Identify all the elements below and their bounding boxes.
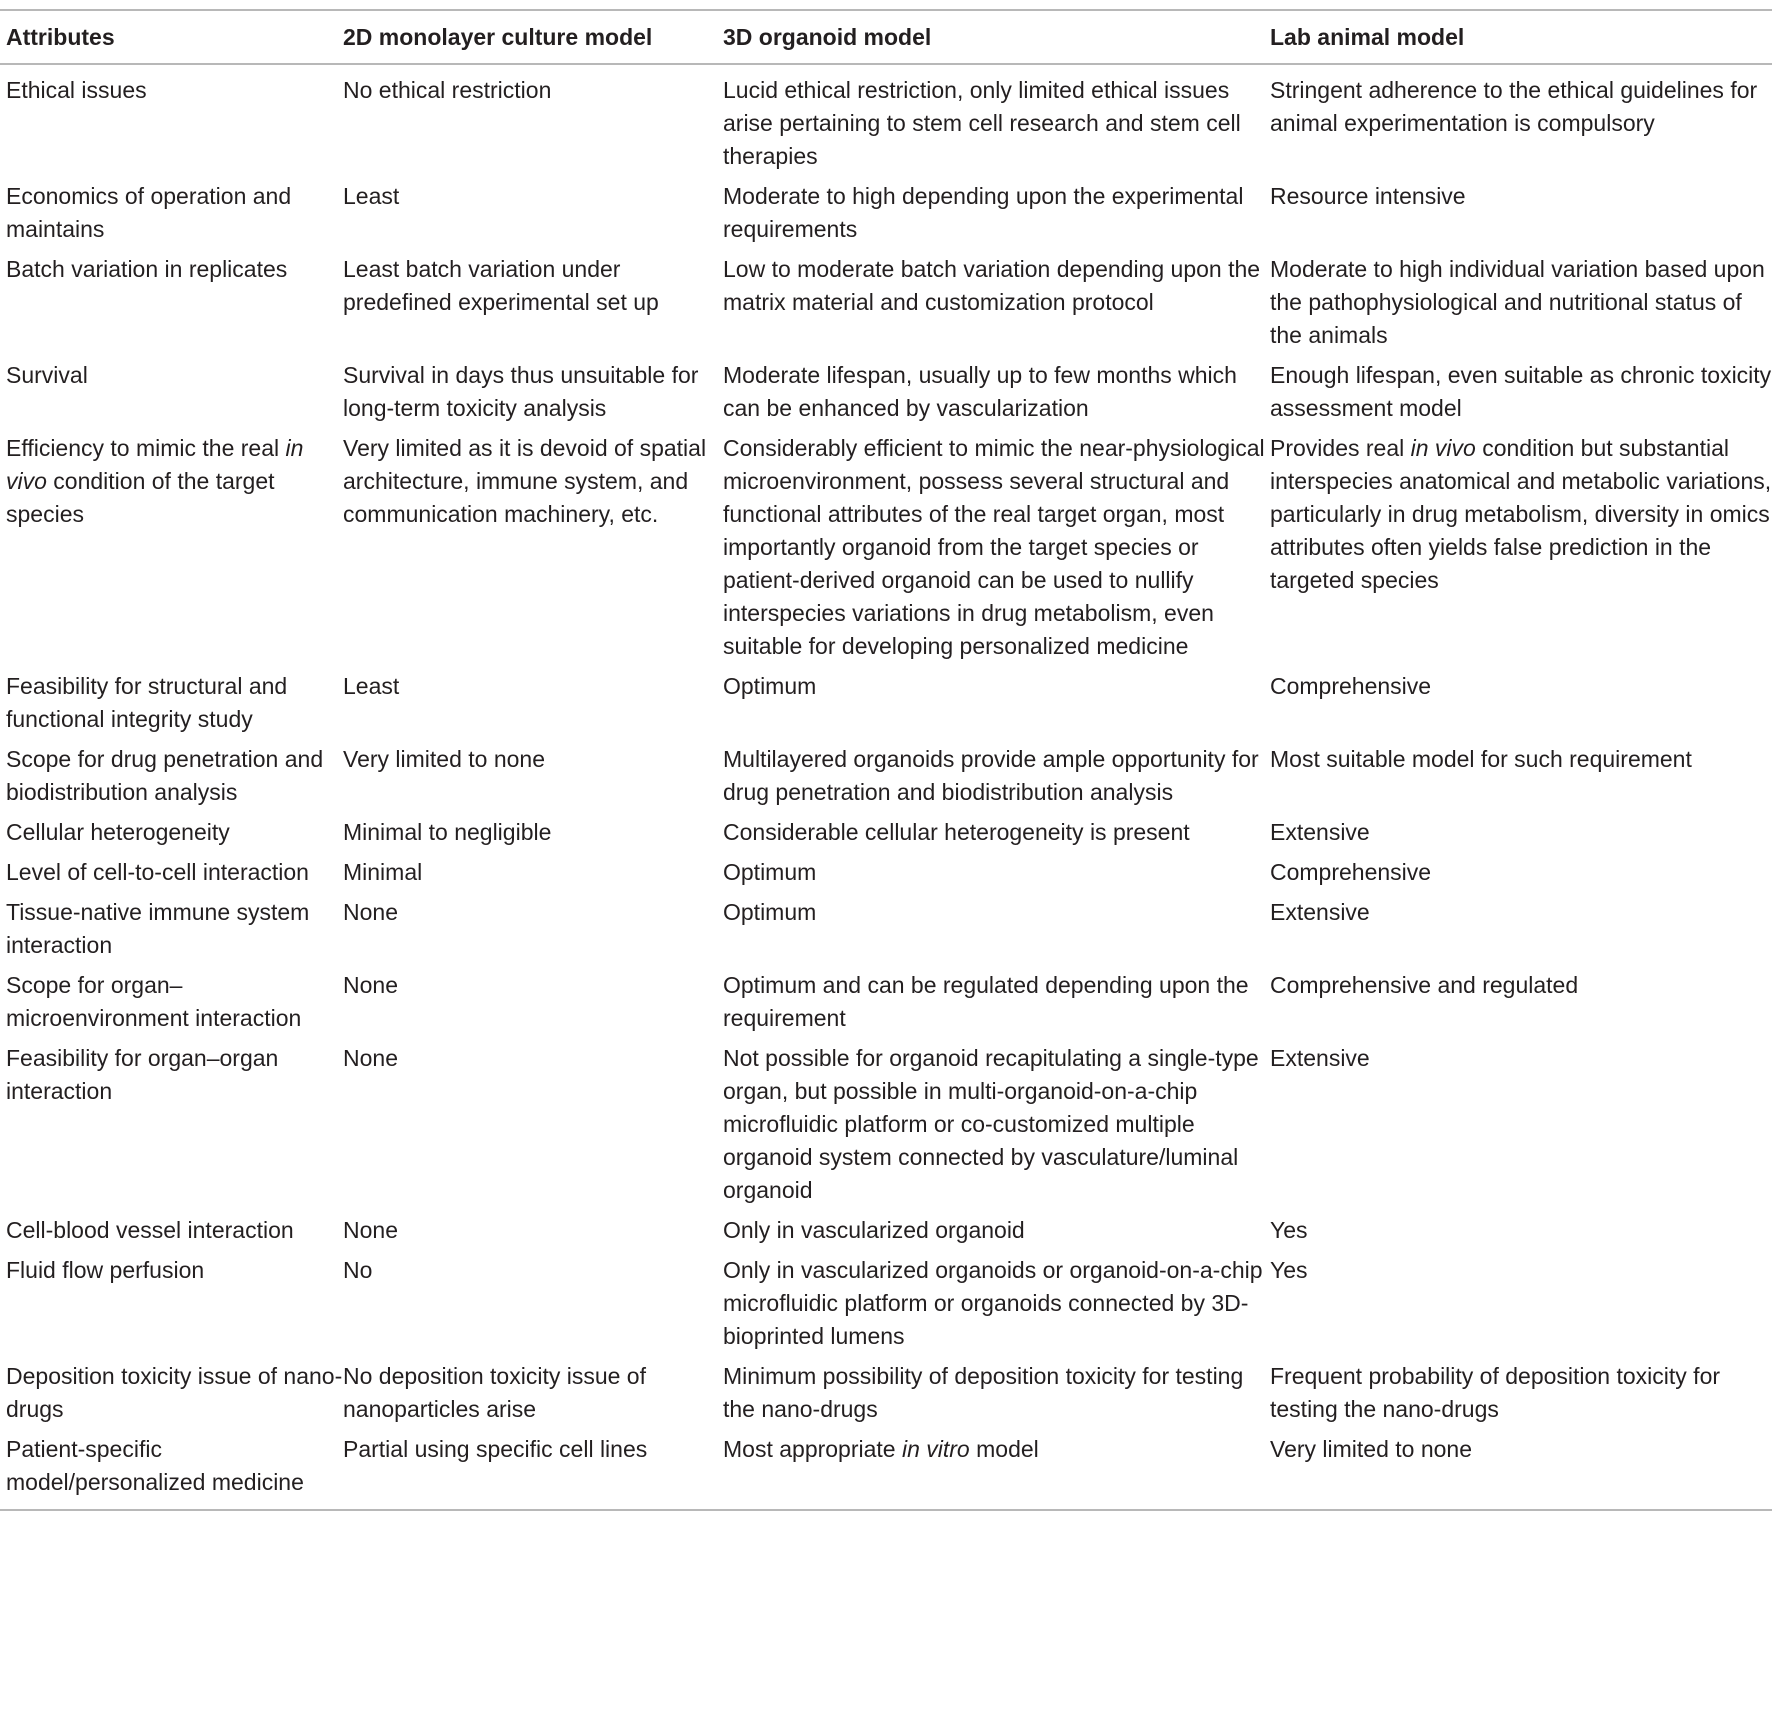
cell-attribute: Cell-blood vessel interaction	[6, 1217, 294, 1243]
cell-2d-monolayer: Least	[343, 673, 400, 699]
table-row	[0, 253, 1772, 359]
cell-3d-organoid: Minimum possibility of deposition toxicity for testing the nano-drugs	[723, 1363, 1244, 1422]
text-segment: condition of the target species	[6, 468, 275, 527]
cell-2d-monolayer: Very limited to none	[343, 746, 546, 772]
italic-term: in vitro	[901, 1436, 970, 1462]
cell-attribute: Survival	[6, 362, 88, 388]
header-row	[0, 10, 1772, 64]
cell-2d-monolayer: None	[343, 899, 398, 925]
cell-3d-organoid: Optimum and can be regulated depending upon the requirement	[723, 972, 1249, 1031]
table-row	[0, 816, 1772, 856]
cell-attribute: Batch variation in replicates	[6, 256, 288, 282]
header-attributes: Attributes	[0, 10, 343, 64]
header-2d-monolayer: 2D monolayer culture model	[343, 10, 723, 64]
cell-2d-monolayer: None	[343, 1217, 398, 1243]
cell-2d-monolayer: Minimal	[343, 859, 423, 885]
cell-attribute: Fluid flow perfusion	[6, 1257, 205, 1283]
comparison-table	[0, 9, 1772, 1511]
table-row	[0, 1360, 1772, 1433]
table-row	[0, 1214, 1772, 1254]
table-row	[0, 896, 1772, 969]
cell-2d-monolayer: No ethical restriction	[343, 77, 552, 103]
cell-attribute: Ethical issues	[6, 77, 147, 103]
cell-lab-animal: Comprehensive and regulated	[1270, 972, 1579, 998]
cell-attribute	[0, 432, 343, 670]
table-row	[0, 1254, 1772, 1360]
cell-3d-organoid: Moderate to high depending upon the experimental requirements	[723, 183, 1244, 242]
italic-term: in vivo	[1410, 435, 1476, 461]
cell-lab-animal: Comprehensive	[1270, 673, 1432, 699]
cell-3d-organoid: Only in vascularized organoids or organoid-on-a-chip microfluidic platform or organoids connected by 3D-bioprinted lumens	[723, 1257, 1263, 1349]
cell-attribute: Scope for drug penetration and biodistribution analysis	[6, 746, 324, 805]
cell-lab-animal: Very limited to none	[1270, 1433, 1772, 1510]
cell-3d-organoid: Considerably efficient to mimic the near-physiological microenvironment, possess several structural and functional attributes of the real target organ, most importantly organoid from the target species or patient-derived organoid can be used to nullify interspecies variations in drug metabolism, even suitable for developing personalized medicine	[723, 435, 1265, 659]
text-segment: model	[969, 1436, 1039, 1462]
table-row	[0, 969, 1772, 1042]
cell-lab-animal: Comprehensive	[1270, 859, 1432, 885]
table-row	[0, 1433, 1772, 1510]
cell-attribute: Patient-specific model/personalized medicine	[0, 1433, 343, 1510]
cell-3d-organoid: Considerable cellular heterogeneity is present	[723, 819, 1190, 845]
cell-lab-animal: Stringent adherence to the ethical guidelines for animal experimentation is compulsory	[1270, 77, 1758, 136]
cell-attribute: Feasibility for organ–organ interaction	[6, 1045, 279, 1104]
header-lab-animal: Lab animal model	[1270, 10, 1772, 64]
text-segment: condition but substantial interspecies anatomical and metabolic variations, particularly in drug metabolism, diversity in omics attributes often yields false prediction in the targeted species	[1270, 435, 1772, 593]
cell-2d-monolayer: No	[343, 1257, 373, 1283]
table-row	[0, 670, 1772, 743]
cell-2d-monolayer: Very limited as it is devoid of spatial architecture, immune system, and communication machinery, etc.	[343, 435, 707, 527]
cell-lab-animal: Moderate to high individual variation based upon the pathophysiological and nutritional status of the animals	[1270, 256, 1765, 348]
cell-3d-organoid: Lucid ethical restriction, only limited ethical issues arise pertaining to stem cell research and stem cell therapies	[723, 77, 1241, 169]
cell-lab-animal: Enough lifespan, even suitable as chronic toxicity assessment model	[1270, 362, 1772, 421]
cell-3d-organoid: Not possible for organoid recapitulating a single-type organ, but possible in multi-organoid-on-a-chip microfluidic platform or co-customized multiple organoid system connected by vasculature/luminal organoid	[723, 1045, 1259, 1203]
table-row	[0, 856, 1772, 896]
cell-3d-organoid: Optimum	[723, 859, 817, 885]
cell-attribute: Scope for organ–microenvironment interaction	[6, 972, 302, 1031]
cell-3d-organoid: Multilayered organoids provide ample opportunity for drug penetration and biodistribution analysis	[723, 746, 1259, 805]
cell-lab-animal: Most suitable model for such requirement	[1270, 746, 1692, 772]
cell-2d-monolayer: None	[343, 1045, 398, 1071]
cell-lab-animal: Resource intensive	[1270, 183, 1466, 209]
cell-lab-animal: Extensive	[1270, 899, 1370, 925]
table-row	[0, 432, 1772, 670]
cell-lab-animal: Frequent probability of deposition toxicity for testing the nano-drugs	[1270, 1363, 1721, 1422]
text-segment: Efficiency to mimic the real	[6, 435, 286, 461]
cell-attribute: Feasibility for structural and functional integrity study	[6, 673, 288, 732]
cell-2d-monolayer: Least batch variation under predefined experimental set up	[343, 256, 659, 315]
cell-attribute: Economics of operation and maintains	[6, 183, 292, 242]
cell-attribute: Cellular heterogeneity	[6, 819, 230, 845]
table-row	[0, 1042, 1772, 1214]
cell-3d-organoid	[723, 1433, 1270, 1510]
cell-lab-animal	[1270, 432, 1772, 670]
cell-2d-monolayer: Least	[343, 183, 400, 209]
table-row	[0, 743, 1772, 816]
cell-2d-monolayer: Survival in days thus unsuitable for long-term toxicity analysis	[343, 362, 699, 421]
cell-2d-monolayer: Partial using specific cell lines	[343, 1433, 723, 1510]
cell-3d-organoid: Only in vascularized organoid	[723, 1217, 1025, 1243]
italic-term: in vivo	[6, 435, 304, 494]
header-3d-organoid: 3D organoid model	[723, 10, 1270, 64]
text-segment: Provides real	[1270, 435, 1411, 461]
cell-attribute: Level of cell-to-cell interaction	[6, 859, 309, 885]
table-row	[0, 64, 1772, 180]
cell-lab-animal: Yes	[1270, 1257, 1308, 1283]
cell-3d-organoid: Moderate lifespan, usually up to few months which can be enhanced by vascularization	[723, 362, 1237, 421]
cell-lab-animal: Extensive	[1270, 1045, 1370, 1071]
cell-lab-animal: Yes	[1270, 1217, 1308, 1243]
cell-2d-monolayer: None	[343, 972, 398, 998]
cell-attribute: Tissue-native immune system interaction	[6, 899, 310, 958]
cell-2d-monolayer: Minimal to negligible	[343, 819, 552, 845]
cell-3d-organoid: Low to moderate batch variation depending upon the matrix material and customization protocol	[723, 256, 1261, 315]
text-segment: Most appropriate	[723, 1436, 902, 1462]
table-row	[0, 180, 1772, 253]
cell-attribute: Deposition toxicity issue of nano-drugs	[6, 1363, 343, 1422]
cell-3d-organoid: Optimum	[723, 673, 817, 699]
cell-3d-organoid: Optimum	[723, 899, 817, 925]
table-row	[0, 359, 1772, 432]
cell-lab-animal: Extensive	[1270, 819, 1370, 845]
cell-2d-monolayer: No deposition toxicity issue of nanoparticles arise	[343, 1363, 646, 1422]
